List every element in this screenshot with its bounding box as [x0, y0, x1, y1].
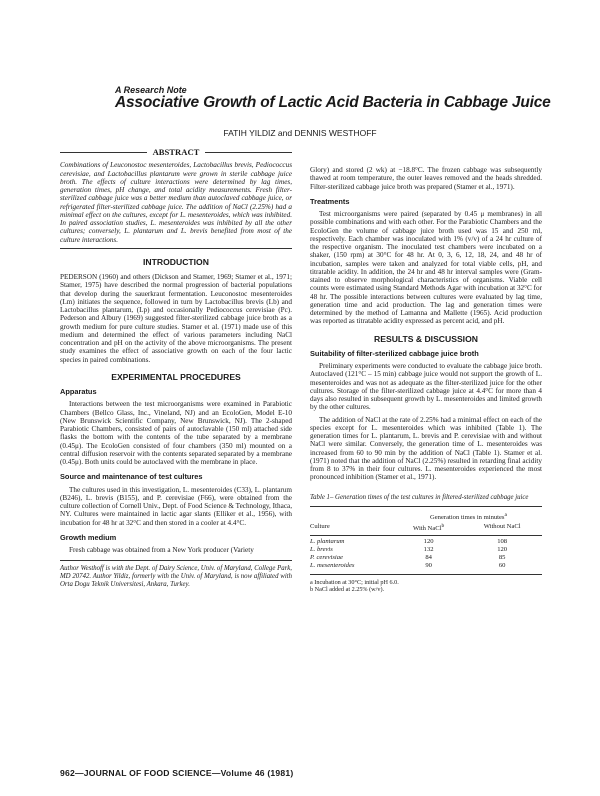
- source-cultures-text: The cultures used in this investigation, L. mesenteroides (C33), L. plantarum (B246), L. brevis (B155), and P. cerevisiae (F66), were obtained from the culture collection of Cornell Univ., Dept. of Food Science & Technology, Ithaca, NY. Cultures were maintained in lactic agar slants (Elliker et al., 1956), with incubation for 48 hr at 32°C and then stored in a cooler at 4.4°C.: [60, 485, 292, 527]
- experimental-heading: EXPERIMENTAL PROCEDURES: [111, 371, 241, 382]
- results-heading: RESULTS & DISCUSSION: [374, 333, 478, 344]
- row-without: 108: [497, 537, 508, 545]
- growth-medium-heading: Growth medium: [60, 532, 117, 542]
- abstract-text: Combinations of Leuconostoc mesenteroides, Lactobacillus brevis, Pediococcus cerevisiae, and Lactobacillus plantarum were grown in sterile cabbage juice broth. The effects of culture interactions were determined by lag times, generation times, pH change, and total acidity measurements. Fresh filter-sterilized cabbage juice was a better medium than autoclaved cabbage juice, or refrigerated filter-sterilized cabbage juice. The addition of NaCl (2.25%) had a minimal effect on the cultures, except for L. mesenteroides, which was inhibited. In paired association studies, L. mesenteroides was inhibited by all the other cultures; conversely, L. plantarum and L. brevis benefited from most of the culture interactions.: [60, 161, 292, 244]
- growth-medium-text: Fresh cabbage was obtained from a New York producer (Variety: [69, 546, 254, 554]
- research-note-label: A Research Note: [115, 85, 187, 95]
- growth-medium-continued: Glory) and stored (2 wk) at −18.8°C. The frozen cabbage was subsequently thawed at room temperature, the outer leaves removed and the heads shredded. Filter-sterilized cabbage juice broth was prepared (Stamer et al., 1971).: [310, 166, 542, 191]
- row-with: 120: [423, 537, 434, 545]
- footnote-rule: [60, 560, 292, 561]
- table-row: [310, 554, 542, 562]
- table-row: [310, 546, 542, 554]
- row-culture: P. cerevisiae: [310, 553, 343, 561]
- source-cultures-heading: Source and maintenance of test cultures: [60, 472, 203, 482]
- abstract-rule-left: [60, 152, 147, 153]
- table-top-rule: [310, 506, 542, 507]
- left-column: [60, 148, 292, 589]
- table-caption: Table 1– Generation times of the test cultures in filtered-sterilized cabbage juice: [310, 493, 529, 501]
- treatments-heading: Treatments: [310, 196, 350, 206]
- row-with: 132: [423, 545, 434, 553]
- col-without-nacl: Without NaCl: [483, 523, 521, 531]
- suitability-heading: Suitability of filter-sterilized cabbage juice broth: [310, 348, 479, 358]
- table-row: [310, 538, 542, 546]
- table-row: [310, 562, 542, 570]
- span-header-marker: a: [504, 511, 507, 518]
- row-without: 60: [498, 561, 506, 569]
- row-culture: L. brevis: [310, 545, 333, 553]
- article-title: Associative Growth of Lactic Acid Bacteria in Cabbage Juice: [115, 94, 551, 111]
- row-without: 120: [497, 545, 508, 553]
- apparatus-text: Interactions between the test microorganisms were examined in Parabiotic Chambers (Bellco Glass, Inc., Vineland, NJ) and an EcoloGen, Model E-10 (New Brunswick Scientific Company, New Brunswick, NJ). The 2-shaped Parabiotic Chambers, consisted of pairs of autoclavable (150 ml) attached side flasks the bottom with the contents of the tube separated by a membrane (0.45μ). The EcoloGen consisted of four chambers (350 ml) mounted on a central diffusion reservoir with the contents separated separated by a membrane (0.45μ). Both units could be autoclaved with the membrane in place.: [60, 400, 292, 466]
- span-header: Generation times in minutes: [429, 513, 505, 521]
- treatments-text: Test microorganisms were paired (separated by 0.45 μ membranes) in all possible combinations and with each other. For the Parabiotic Chambers and the EcoloGen the volume of cabbage juice broth used was 15 and 250 ml, respectively. Each chamber was inoculated with 1% (v/v) of a 24 hr culture of the respective organism. The inoculated test chambers were incubated on a shaker, (150 rpm) at 30°C for 48 hr. At 0, 3, 6, 12, 18, 24, and 48 hr of incubation, samples were taken and analyzed for total viable cells, pH, and titratable acidity. In addition, the 24 hr and 48 hr interval samples were (Gram-stained to observe morphological characteristics of organisms. Viable cell counts were estimated using Standard Methods Agar with incubation at 32°C for 48 hr. The possible interactions between cultures were evaluated by lag time, generation time and acid production. The lag and generation times were determined by the method of Lamanna and Mallette (1965). Acid production was reported as titratable acidity expressed as percent acid, and pH.: [310, 210, 542, 326]
- col-with-nacl-cell: [395, 522, 462, 533]
- author-footnote: Author Westhoff is with the Dept. of Dairy Science, Univ. of Maryland, College Park, MD 20742. Author Yildiz, formerly with the Univ. of Maryland, is now affiliated with Orta Dogu Teknik Universitesi, Ankara, Turkey.: [60, 565, 292, 589]
- table-bottom-rule: [310, 574, 542, 575]
- abstract-heading-text: ABSTRACT: [152, 147, 200, 157]
- col-with-nacl: With NaCl: [412, 524, 442, 532]
- author-line: FATIH YILDIZ and DENNIS WESTHOFF: [223, 128, 377, 138]
- col-culture: Culture: [310, 523, 330, 531]
- table-1: [310, 494, 542, 595]
- abstract-heading: [60, 148, 292, 156]
- row-with: 90: [425, 561, 432, 569]
- abstract-rule-right: [205, 152, 292, 153]
- table-note-b: b NaCl added at 2.25% (w/v).: [310, 586, 385, 594]
- row-culture: L. plantarum: [310, 537, 345, 545]
- right-column: [310, 166, 542, 594]
- generation-times-table: [310, 511, 542, 570]
- results-paragraph-1: Preliminary experiments were conducted to evaluate the cabbage juice broth. Autoclaved (121°C – 15 min) cabbage juice would not support the growth of L. mesenteroides and was not as adequate as the filter-sterilized juice for the other cultures. Storage of the filter-sterilized cabbage juice at 4.4°C for more than 4 days also resulted in subsequent growth by L. mesenteroides and limited growth by the other cultures.: [310, 362, 542, 412]
- table-note-a: a Incubation at 30°C; initial pH 6.0.: [310, 578, 399, 586]
- apparatus-heading: Apparatus: [60, 387, 97, 396]
- introduction-text: PEDERSON (1960) and others (Dickson and Stamer, 1969; Stamer et al., 1971; Stamer, 1975) have described the normal progression of bacterial populations that develop during the sauerkraut fermentation. Leuconostoc mesenteroides (Lm) initiates the sequence, followed in turn by Lactobacillus brevis (Lb) and Lactobacillus plantarum, (Lp) and occasionally Pediococcus cerevisiae (Pc). Pederson and Albury (1969) suggested filter-sterilized cabbage juice broth as a growth medium for pure culture studies. Stamer et al. (1971) made use of this medium and determined the effect of various parameters including NaCl concentration and pH on the activity of the above microorganisms. The present study examines the effect of associative growth on each of the four lactic species in paired combinations.: [60, 273, 292, 364]
- results-paragraph-2: The addition of NaCl at the rate of 2.25% had a minimal effect on each of the species except for L. mesenteroides which was inhibited (Table 1). The generation times for L. plantarum, L. brevis and P. cerevisiae with and without NaCl were similar. Conversely, the generation time of L. mesenteroides was increased from 60 to 90 min by the addition of NaCl (Table 1). Stamer et al. (1971) noted that the addition of NaCl (2.25%) resulted in retarding final acidity from 8 to 37% in their four cultures. L. mesenteroides experienced the most pronounced inhibition (Stamer et al., 1971).: [310, 415, 542, 482]
- table-header-row: [310, 522, 542, 533]
- col-with-marker: b: [441, 522, 445, 529]
- span-header-cell: [395, 511, 542, 522]
- introduction-heading: INTRODUCTION: [143, 256, 209, 267]
- table-span-header-row: [310, 511, 542, 522]
- row-with: 84: [425, 553, 432, 561]
- page-footer: 962—JOURNAL OF FOOD SCIENCE—Volume 46 (1981): [60, 768, 294, 778]
- row-culture: L. mesenteroides: [310, 561, 355, 569]
- abstract-bottom-rule: [60, 248, 292, 249]
- row-without: 85: [498, 553, 506, 561]
- table-header-rule: [310, 535, 542, 536]
